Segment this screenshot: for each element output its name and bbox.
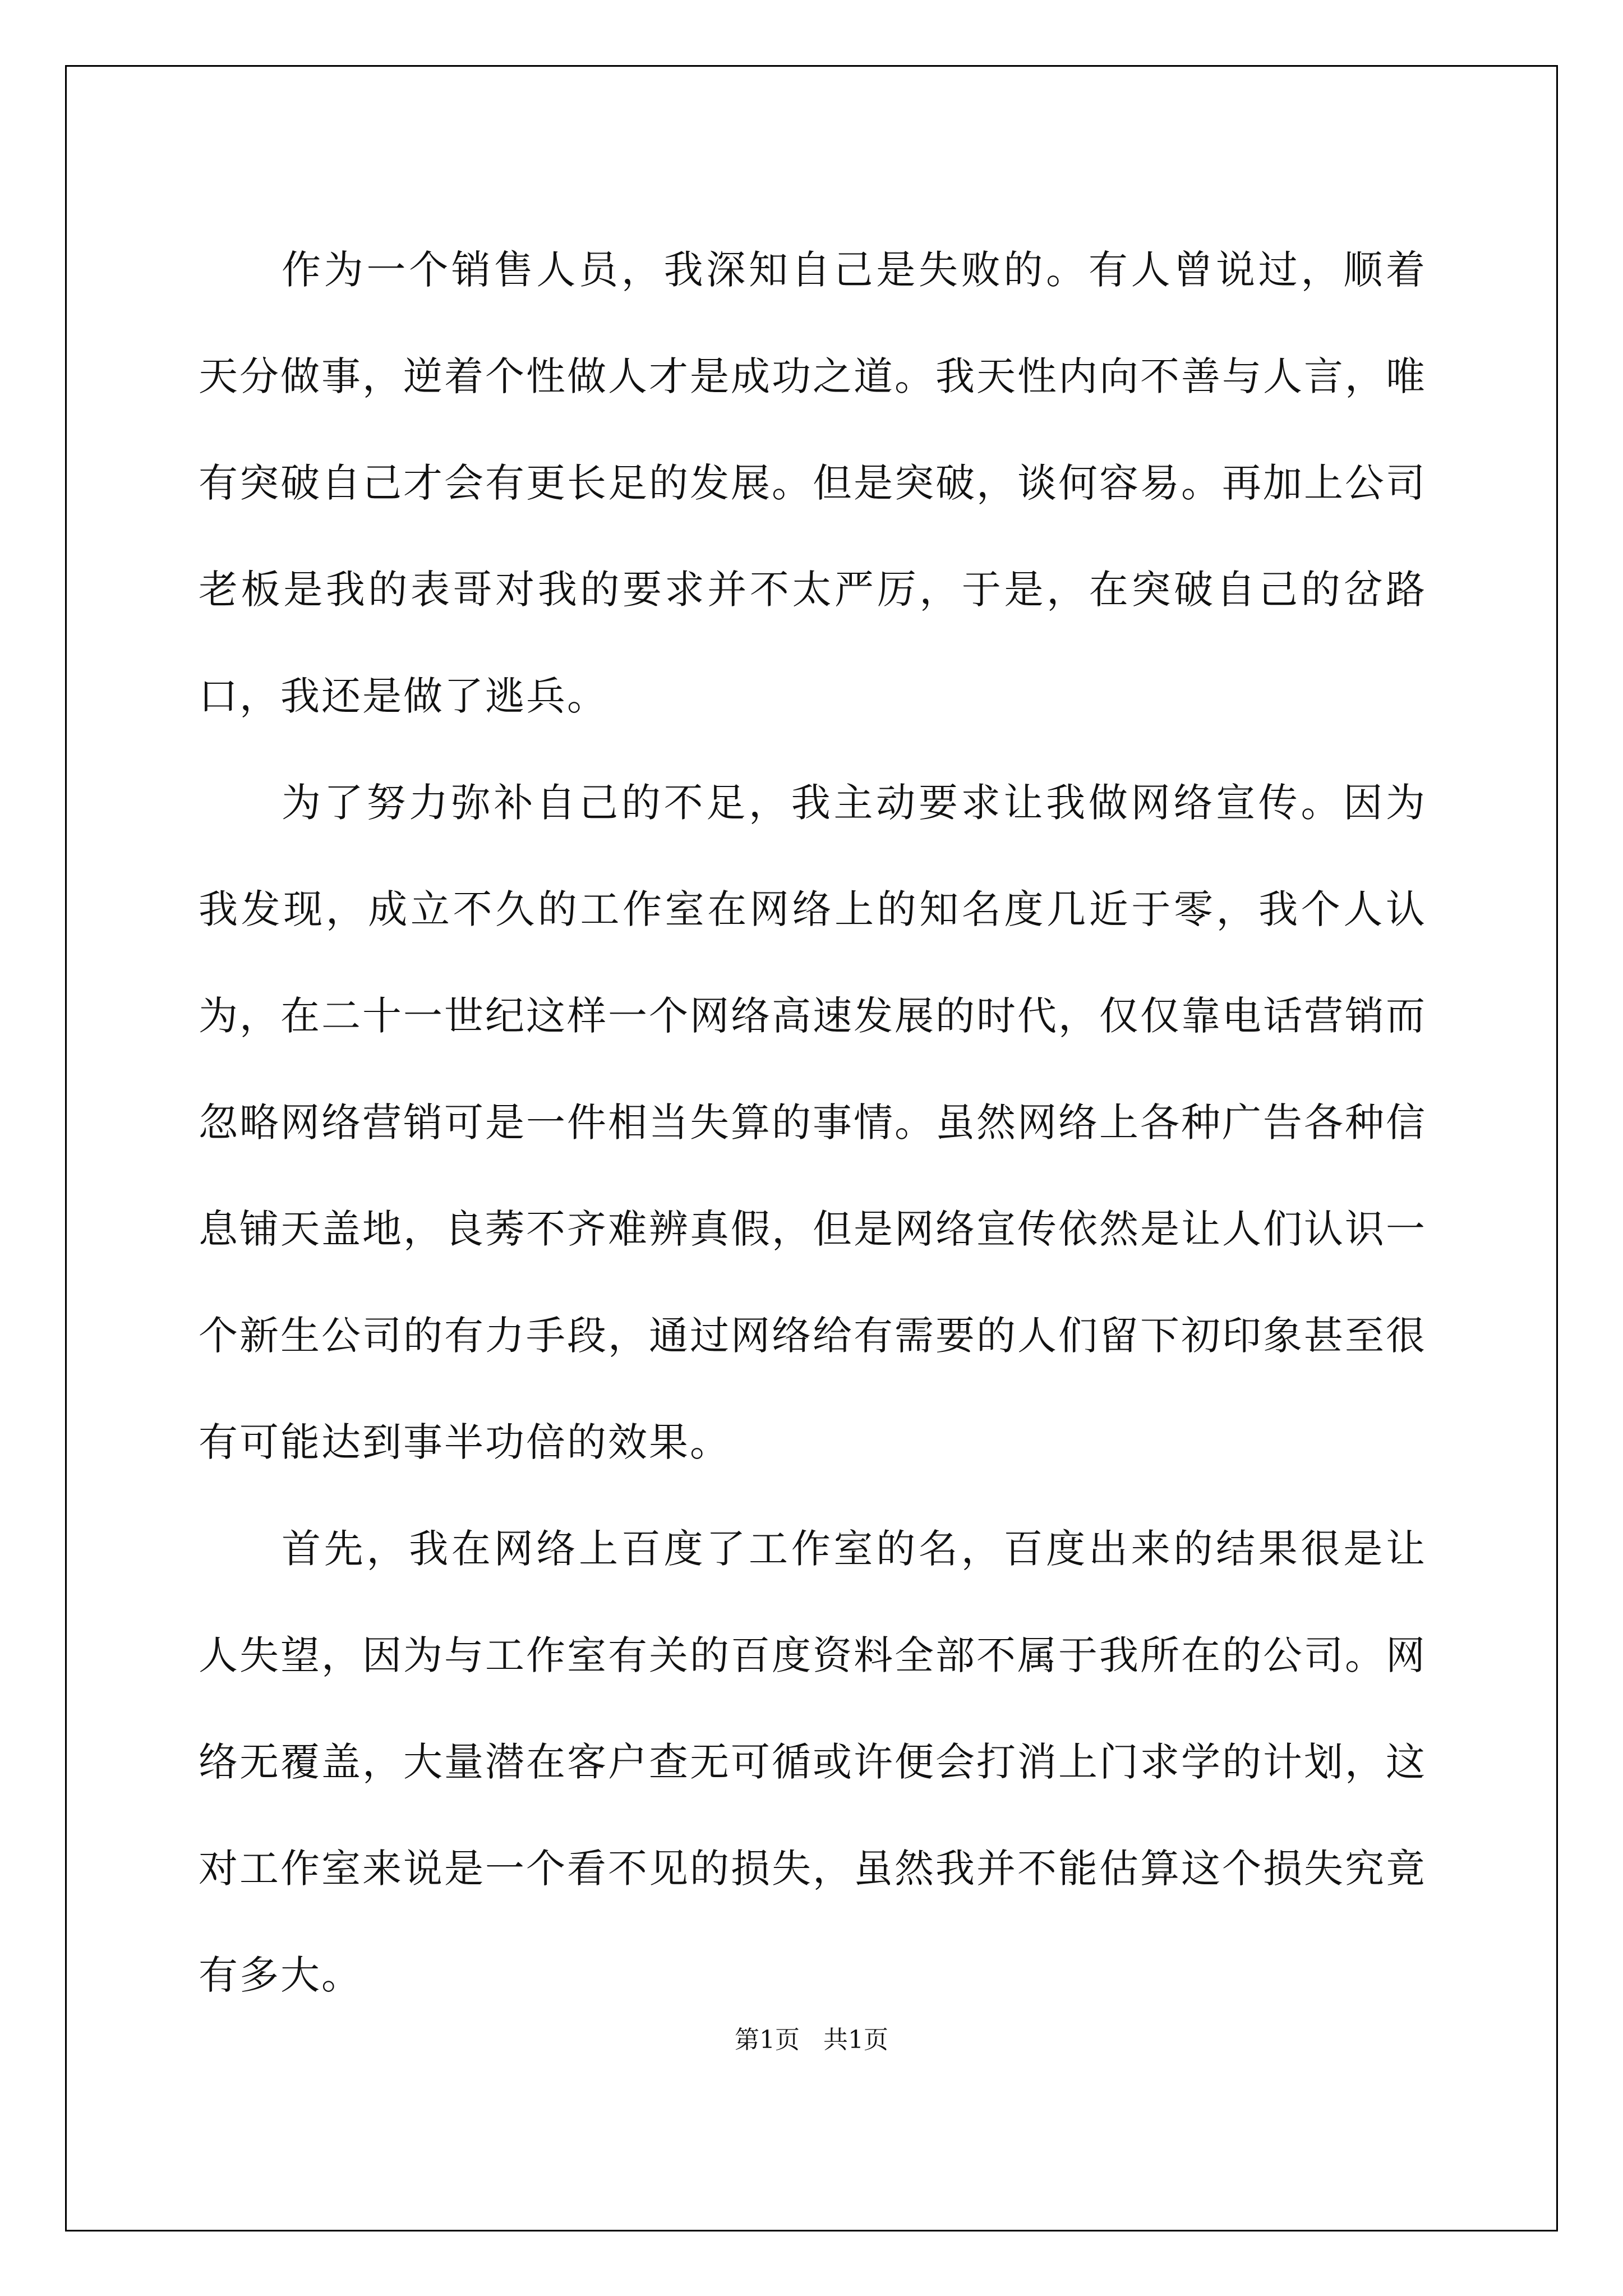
page-footer: 第1页 共1页 bbox=[735, 2026, 888, 2054]
paragraph-2: 为了努力弥补自己的不足，我主动要求让我做网络宣传。因为我发现，成立不久的工作室在网络上的知名度几近于零，我个人认为，在二十一世纪这样一个网络高速发展的时代，仅仅靠电话营销而忽略网络营销可是一件相当失算的事情。虽然网络上各种广告各种信息铺天盖地，良莠不齐难辨真假，但是网络宣传依然是让人们认识一个新生公司的有力手段，通过网络给有需要的人们留下初印象甚至很有可能达到事半功倍的效果。 bbox=[199, 780, 1427, 1465]
document-body bbox=[199, 217, 1427, 2028]
paragraph-1: 作为一个销售人员，我深知自己是失败的。有人曾说过，顺着天分做事，逆着个性做人才是成功之道。我天性内向不善与人言，唯有突破自己才会有更长足的发展。但是突破，谈何容易。再加上公司老板是我的表哥对我的要求并不太严厉，于是，在突破自己的岔路口，我还是做了逃兵。 bbox=[199, 247, 1427, 719]
paragraph-3: 首先，我在网络上百度了工作室的名，百度出来的结果很是让人失望，因为与工作室有关的百度资料全部不属于我所在的公司。网络无覆盖，大量潜在客户查无可循或许便会打消上门求学的计划，这对工作室来说是一个看不见的损失，虽然我并不能估算这个损失究竟有多大。 bbox=[199, 1526, 1427, 1998]
